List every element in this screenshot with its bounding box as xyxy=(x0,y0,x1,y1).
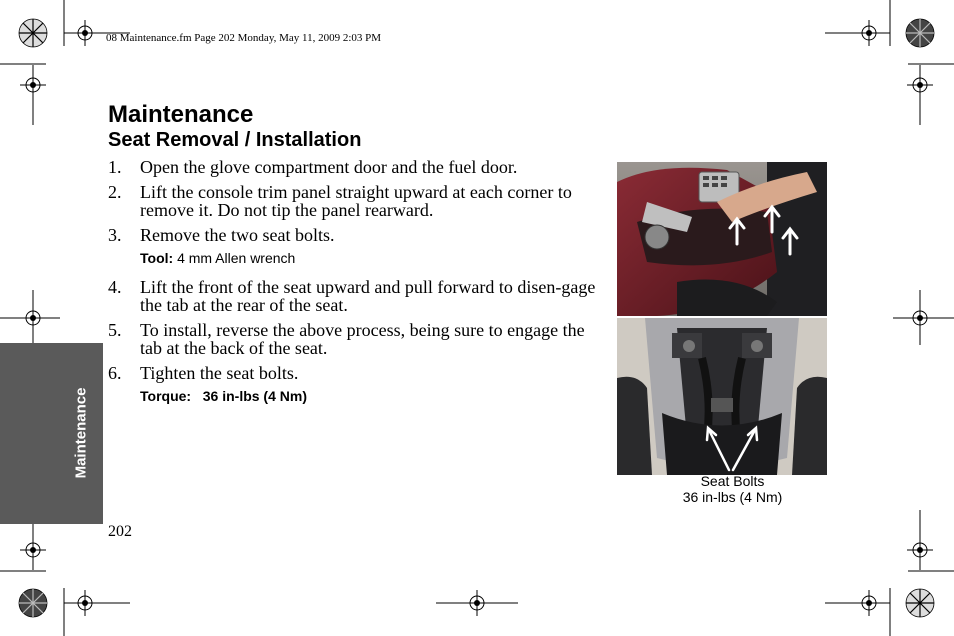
file-header-line: 08 Maintenance.fm Page 202 Monday, May 11, 2009 2:03 PM xyxy=(106,32,382,44)
tool-value: 4 mm Allen wrench xyxy=(177,250,296,266)
page-number: 202 xyxy=(108,523,132,540)
step-text: Open the glove compartment door and the fuel door. xyxy=(140,157,518,177)
step-text: Remove the two seat bolts. xyxy=(140,225,335,245)
torque-label: Torque: xyxy=(140,388,192,404)
side-tab-label: Maintenance xyxy=(72,387,90,479)
step-number: 5. xyxy=(108,320,122,340)
seat-bolts-photo xyxy=(617,318,827,475)
tool-label: Tool: xyxy=(140,250,174,266)
torque-note xyxy=(108,388,598,404)
step-5 xyxy=(108,321,598,357)
step-text: Lift the console trim panel straight upward at each corner to remove it. Do not tip the panel rearward. xyxy=(140,182,572,220)
step-number: 1. xyxy=(108,157,122,177)
procedure-steps xyxy=(108,158,598,416)
step-4 xyxy=(108,278,598,314)
torque-value: 36 in-lbs (4 Nm) xyxy=(202,388,307,404)
step-text: Tighten the seat bolts. xyxy=(140,363,299,383)
console-panel-photo xyxy=(617,162,827,316)
caption-line-2: 36 in-lbs (4 Nm) xyxy=(682,489,783,505)
section-subtitle: Seat Removal / Installation xyxy=(108,129,362,151)
section-title: Maintenance xyxy=(108,101,254,128)
step-number: 3. xyxy=(108,225,122,245)
step-6 xyxy=(108,364,598,382)
photo-caption xyxy=(650,473,815,505)
tool-note xyxy=(108,250,598,266)
step-2 xyxy=(108,183,598,219)
step-number: 2. xyxy=(108,182,122,202)
step-3 xyxy=(108,226,598,244)
step-number: 4. xyxy=(108,277,122,297)
step-1 xyxy=(108,158,598,176)
step-text: To install, reverse the above process, being sure to engage the tab at the back of the seat. xyxy=(140,320,585,358)
caption-line-1: Seat Bolts xyxy=(700,473,765,489)
step-text: Lift the front of the seat upward and pull forward to disen-gage the tab at the rear of the seat. xyxy=(140,277,596,315)
step-number: 6. xyxy=(108,363,122,383)
